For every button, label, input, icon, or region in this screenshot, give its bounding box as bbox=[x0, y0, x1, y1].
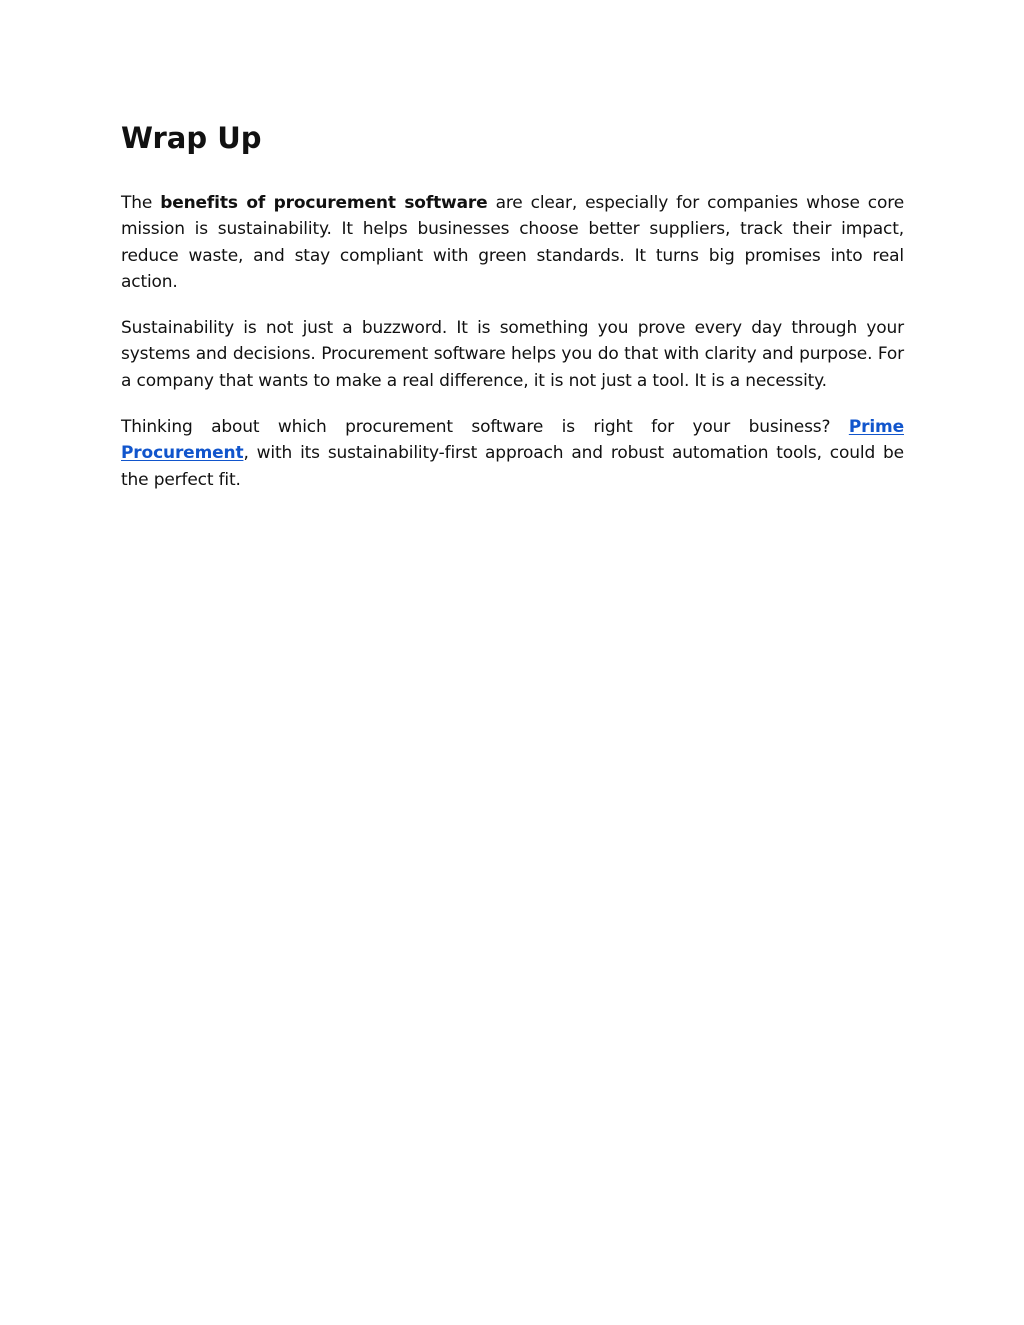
paragraph-sustainability: Sustainability is not just a buzzword. It is something you prove every day through your systems and decisions. Procurement software helps you do that with clarity and purpose. For a company that wants to make a real difference, it is not just a tool. It is a necessity. bbox=[121, 318, 904, 391]
paragraph-benefits-rest: are clear, especially for companies whose core mission is sustainability. It helps businesses choose better suppliers, track their impact, reduce waste, and stay compliant with green standards. It turns big promises into real action. bbox=[121, 193, 905, 292]
paragraph-benefits bbox=[121, 190, 904, 295]
paragraph-cta-intro: Thinking about which procurement software is right for your business? bbox=[121, 417, 849, 438]
paragraph-benefits-intro: The bbox=[121, 193, 161, 213]
benefits-bold-phrase: benefits of procurement software bbox=[160, 193, 488, 213]
paragraph-cta-rest: , with its sustainability-first approach and robust automation tools, could be the perfect fit. bbox=[121, 443, 904, 490]
paragraph-call-to-action bbox=[121, 414, 904, 493]
prime-procurement-link[interactable]: Prime Procurement bbox=[121, 417, 904, 464]
document-page bbox=[121, 118, 904, 513]
section-heading: Wrap Up bbox=[121, 121, 262, 155]
